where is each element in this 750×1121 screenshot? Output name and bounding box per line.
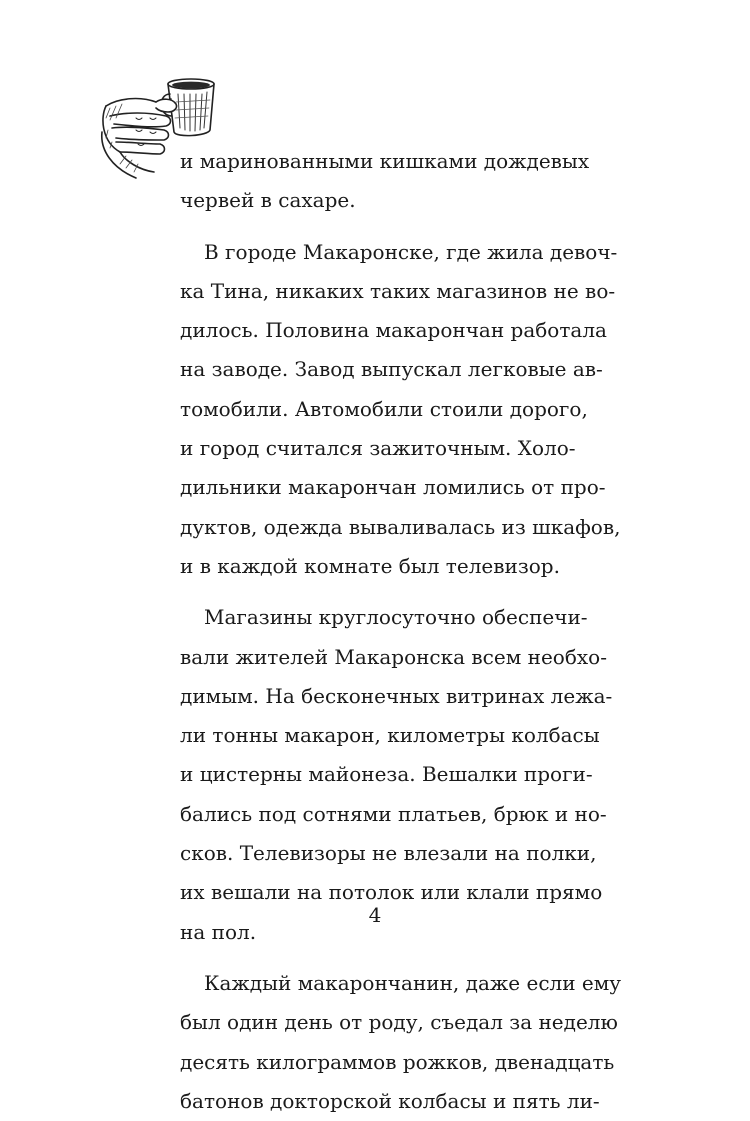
text-line: томобили. Автомобили стоили дорого, (180, 396, 588, 421)
paragraph (180, 233, 621, 587)
text-line: Каждый макарончанин, даже если ему (204, 970, 622, 995)
text-line: батонов докторской колбасы и пять ли- (180, 1088, 600, 1113)
paragraph (180, 598, 613, 952)
text-line: дилось. Половина макарончан работала (180, 318, 607, 343)
paragraph (180, 964, 622, 1121)
paragraph-gap (180, 586, 572, 598)
page-number: 4 (368, 903, 382, 927)
paragraph-gap (180, 952, 572, 964)
text-line: и маринованными кишками дождевых (180, 149, 590, 173)
text-line: ли тонны макарон, километры колбасы (180, 723, 600, 748)
text-line: сков. Телевизоры не влезали на полки, (180, 841, 597, 866)
text-line: и цистерны майонеза. Вешалки проги- (180, 762, 593, 787)
text-line: вали жителей Макаронска всем необхо- (180, 644, 607, 669)
text-line: червей в сахаре. (180, 188, 356, 213)
text-line: их вешали на потолок или клали прямо (180, 880, 603, 905)
text-line: и город считался зажиточным. Холо- (180, 436, 576, 461)
text-line: Магазины круглосуточно обеспечи- (204, 605, 588, 630)
text-line: и в каждой комнате был телевизор. (180, 553, 560, 578)
text-line: бались под сотнями платьев, брюк и но- (180, 801, 607, 826)
text-line: дильники макарончан ломились от про- (180, 475, 606, 500)
text-line: на пол. (180, 919, 257, 944)
text-line: дуктов, одежда вываливалась из шкафов, (180, 514, 621, 539)
text-line: димым. На бесконечных витринах лежа- (180, 683, 613, 708)
paragraph-gap (180, 221, 572, 233)
text-line: был один день от роду, съедал за неделю (180, 1010, 618, 1035)
text-line: десять килограммов рожков, двенадцать (180, 1049, 615, 1074)
text-line: ка Тина, никаких таких магазинов не во- (180, 278, 616, 303)
body-text (180, 142, 622, 1121)
text-line: В городе Макаронске, где жила девоч- (204, 239, 618, 264)
paragraph (180, 142, 590, 221)
text-line: на заводе. Завод выпускал легковые ав- (180, 357, 603, 382)
